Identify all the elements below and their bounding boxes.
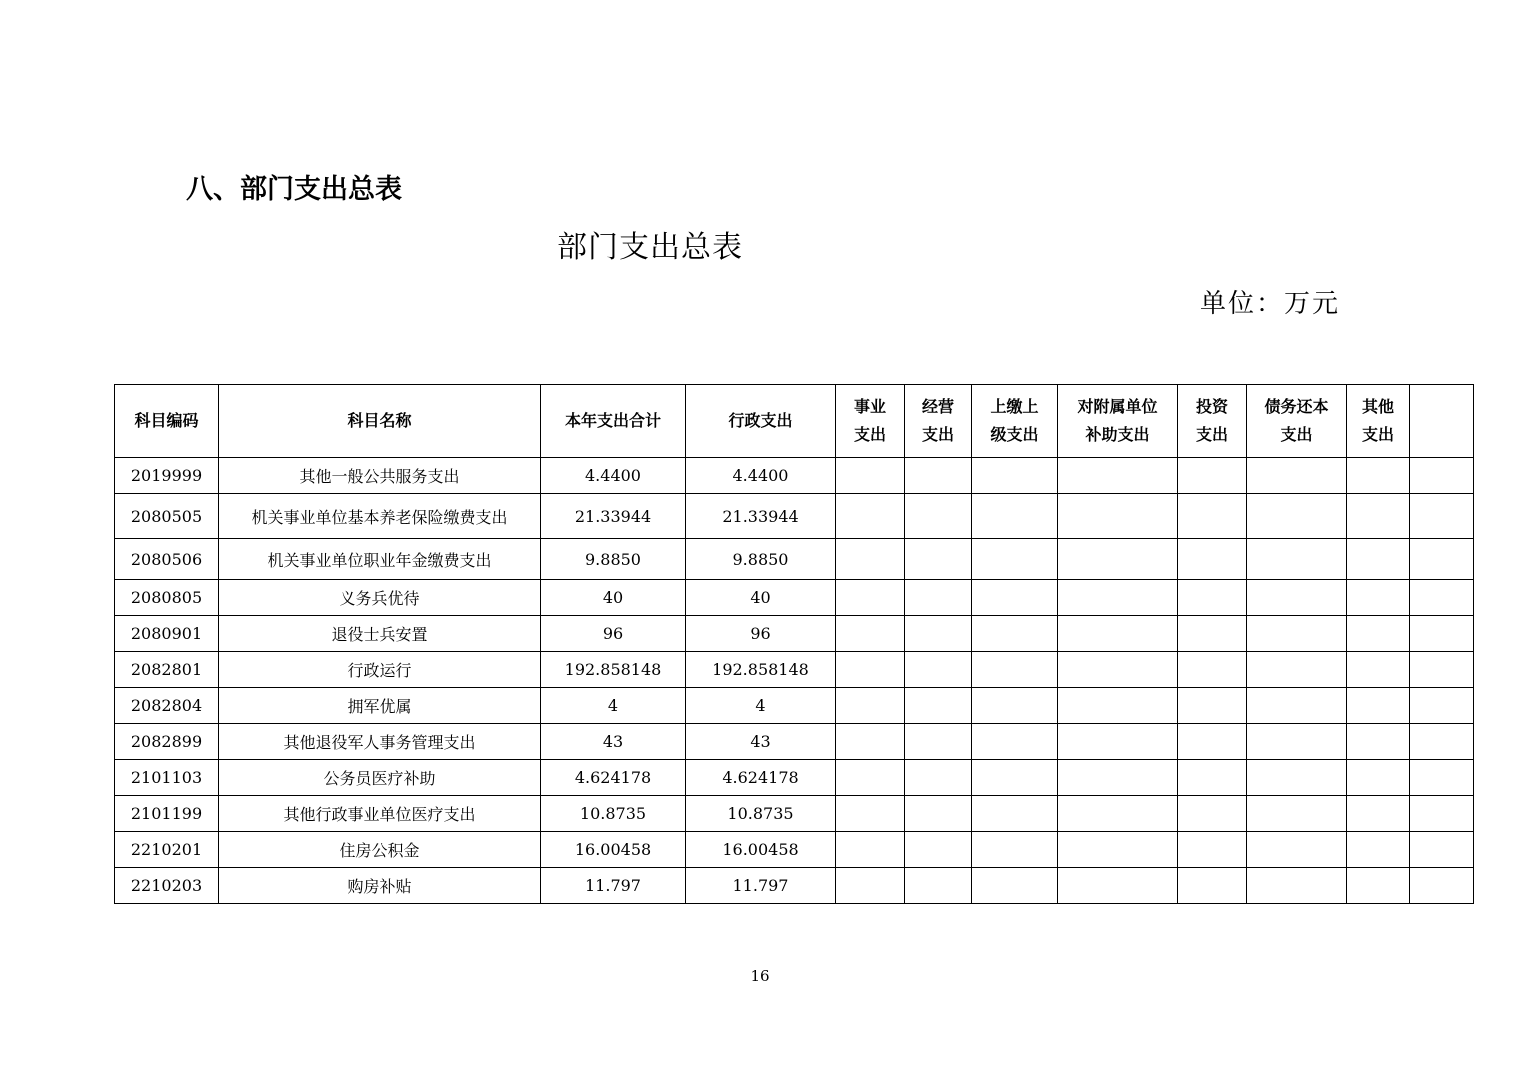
header-text: 支出 <box>1361 425 1394 444</box>
cell-empty <box>1178 868 1247 904</box>
cell-empty <box>1347 580 1410 616</box>
section-heading: 八、部门支出总表 <box>186 174 402 205</box>
header-text: 对附属单位 <box>1077 397 1158 416</box>
header-cell-name: 科目名称 <box>219 385 541 458</box>
cell-empty <box>905 458 972 494</box>
cell-name: 机关事业单位职业年金缴费支出 <box>219 539 541 580</box>
cell-empty <box>836 539 905 580</box>
cell-empty <box>836 832 905 868</box>
cell-total: 10.8735 <box>541 796 686 832</box>
header-text: 补助支出 <box>1085 425 1150 444</box>
cell-empty <box>1347 796 1410 832</box>
cell-total: 96 <box>541 616 686 652</box>
cell-empty <box>1410 724 1474 760</box>
cell-admin: 4.4400 <box>686 458 836 494</box>
header-cell-public-institution <box>836 385 905 458</box>
header-cell-remit-superior <box>972 385 1058 458</box>
cell-empty <box>1247 458 1347 494</box>
cell-admin: 4 <box>686 688 836 724</box>
cell-empty <box>905 796 972 832</box>
cell-code: 2210201 <box>115 832 219 868</box>
cell-empty <box>1178 832 1247 868</box>
cell-name: 购房补贴 <box>219 868 541 904</box>
cell-total: 4.4400 <box>541 458 686 494</box>
cell-empty <box>1347 832 1410 868</box>
cell-empty <box>1058 868 1178 904</box>
table-row <box>115 539 1474 580</box>
header-text: 支出 <box>1195 425 1228 444</box>
cell-empty <box>972 494 1058 539</box>
cell-code: 2080505 <box>115 494 219 539</box>
cell-empty <box>1410 616 1474 652</box>
unit-label: 单位：万元 <box>1200 289 1341 319</box>
cell-empty <box>905 539 972 580</box>
cell-empty <box>1178 494 1247 539</box>
cell-empty <box>905 688 972 724</box>
cell-empty <box>905 494 972 539</box>
cell-empty <box>836 652 905 688</box>
cell-empty <box>1247 616 1347 652</box>
table-row <box>115 868 1474 904</box>
cell-empty <box>1347 458 1410 494</box>
cell-empty <box>905 652 972 688</box>
cell-admin: 9.8850 <box>686 539 836 580</box>
cell-admin: 40 <box>686 580 836 616</box>
cell-admin: 21.33944 <box>686 494 836 539</box>
cell-empty <box>1247 688 1347 724</box>
cell-code: 2082801 <box>115 652 219 688</box>
header-cell-admin: 行政支出 <box>686 385 836 458</box>
cell-admin: 96 <box>686 616 836 652</box>
cell-code: 2101103 <box>115 760 219 796</box>
header-cell-operating <box>905 385 972 458</box>
cell-empty <box>905 832 972 868</box>
cell-code: 2210203 <box>115 868 219 904</box>
cell-total: 11.797 <box>541 868 686 904</box>
header-text: 事业 <box>853 397 886 416</box>
cell-empty <box>836 796 905 832</box>
header-text: 经营 <box>921 397 954 416</box>
header-row <box>115 385 1474 458</box>
cell-empty <box>1410 688 1474 724</box>
cell-empty <box>1178 652 1247 688</box>
cell-code: 2101199 <box>115 796 219 832</box>
cell-empty <box>1347 760 1410 796</box>
cell-empty <box>1178 539 1247 580</box>
cell-empty <box>1058 652 1178 688</box>
cell-empty <box>836 688 905 724</box>
cell-name: 住房公积金 <box>219 832 541 868</box>
table-row <box>115 688 1474 724</box>
cell-empty <box>1347 652 1410 688</box>
cell-empty <box>1058 539 1178 580</box>
cell-code: 2019999 <box>115 458 219 494</box>
table-body <box>115 458 1474 904</box>
cell-empty <box>1247 724 1347 760</box>
cell-empty <box>836 760 905 796</box>
cell-code: 2082899 <box>115 724 219 760</box>
header-cell-other <box>1347 385 1410 458</box>
cell-admin: 10.8735 <box>686 796 836 832</box>
page-number: 16 <box>750 967 770 985</box>
header-text: 支出 <box>853 425 886 444</box>
cell-empty <box>1247 832 1347 868</box>
cell-code: 2080506 <box>115 539 219 580</box>
cell-empty <box>1058 458 1178 494</box>
header-cell-blank <box>1410 385 1474 458</box>
cell-empty <box>836 458 905 494</box>
cell-code: 2080901 <box>115 616 219 652</box>
cell-empty <box>1058 688 1178 724</box>
cell-empty <box>1410 760 1474 796</box>
cell-empty <box>1347 494 1410 539</box>
cell-name: 其他一般公共服务支出 <box>219 458 541 494</box>
table-row <box>115 616 1474 652</box>
cell-empty <box>1247 494 1347 539</box>
cell-empty <box>1058 616 1178 652</box>
cell-empty <box>972 868 1058 904</box>
cell-empty <box>972 724 1058 760</box>
header-text: 投资 <box>1195 397 1228 416</box>
cell-total: 16.00458 <box>541 832 686 868</box>
cell-empty <box>905 580 972 616</box>
cell-empty <box>1058 760 1178 796</box>
cell-total: 9.8850 <box>541 539 686 580</box>
cell-empty <box>1247 539 1347 580</box>
cell-empty <box>972 539 1058 580</box>
table-row <box>115 494 1474 539</box>
cell-empty <box>972 688 1058 724</box>
cell-empty <box>972 760 1058 796</box>
cell-empty <box>1410 494 1474 539</box>
cell-admin: 43 <box>686 724 836 760</box>
header-text: 支出 <box>921 425 954 444</box>
cell-empty <box>1410 652 1474 688</box>
cell-empty <box>1058 724 1178 760</box>
cell-code: 2082804 <box>115 688 219 724</box>
cell-empty <box>972 652 1058 688</box>
cell-empty <box>836 616 905 652</box>
cell-empty <box>1058 494 1178 539</box>
cell-empty <box>972 832 1058 868</box>
cell-empty <box>1058 796 1178 832</box>
cell-empty <box>1347 539 1410 580</box>
cell-empty <box>972 616 1058 652</box>
expense-table <box>114 384 1474 904</box>
cell-admin: 11.797 <box>686 868 836 904</box>
table-row <box>115 580 1474 616</box>
cell-empty <box>1247 796 1347 832</box>
cell-empty <box>1410 796 1474 832</box>
table-row <box>115 724 1474 760</box>
header-text: 其他 <box>1361 397 1394 416</box>
header-cell-debt-principal <box>1247 385 1347 458</box>
cell-total: 192.858148 <box>541 652 686 688</box>
cell-admin: 4.624178 <box>686 760 836 796</box>
table-row <box>115 832 1474 868</box>
cell-empty <box>1410 580 1474 616</box>
table-title: 部门支出总表 <box>557 230 743 265</box>
cell-empty <box>1410 539 1474 580</box>
table-row <box>115 796 1474 832</box>
cell-code: 2080805 <box>115 580 219 616</box>
cell-total: 40 <box>541 580 686 616</box>
table-row <box>115 652 1474 688</box>
cell-empty <box>1178 796 1247 832</box>
cell-empty <box>836 868 905 904</box>
cell-empty <box>1410 868 1474 904</box>
cell-admin: 16.00458 <box>686 832 836 868</box>
cell-name: 公务员医疗补助 <box>219 760 541 796</box>
header-text: 级支出 <box>990 425 1039 444</box>
header-text: 支出 <box>1280 425 1313 444</box>
cell-name: 其他行政事业单位医疗支出 <box>219 796 541 832</box>
cell-empty <box>972 796 1058 832</box>
cell-name: 拥军优属 <box>219 688 541 724</box>
cell-empty <box>836 580 905 616</box>
table-row <box>115 760 1474 796</box>
cell-name: 机关事业单位基本养老保险缴费支出 <box>219 494 541 539</box>
cell-name: 行政运行 <box>219 652 541 688</box>
header-text: 上缴上 <box>990 397 1039 416</box>
cell-empty <box>1247 652 1347 688</box>
cell-total: 21.33944 <box>541 494 686 539</box>
cell-name: 其他退役军人事务管理支出 <box>219 724 541 760</box>
cell-empty <box>972 458 1058 494</box>
cell-total: 43 <box>541 724 686 760</box>
cell-empty <box>1347 616 1410 652</box>
header-cell-subsidiary-grants <box>1058 385 1178 458</box>
cell-empty <box>1410 458 1474 494</box>
header-cell-total: 本年支出合计 <box>541 385 686 458</box>
cell-total: 4 <box>541 688 686 724</box>
table-row <box>115 458 1474 494</box>
cell-empty <box>1247 580 1347 616</box>
cell-empty <box>1058 832 1178 868</box>
cell-empty <box>836 494 905 539</box>
cell-empty <box>905 760 972 796</box>
cell-admin: 192.858148 <box>686 652 836 688</box>
header-text: 债务还本 <box>1264 397 1329 416</box>
cell-name: 义务兵优待 <box>219 580 541 616</box>
cell-empty <box>1347 724 1410 760</box>
cell-empty <box>1410 832 1474 868</box>
cell-empty <box>972 580 1058 616</box>
header-cell-code: 科目编码 <box>115 385 219 458</box>
table-header <box>115 385 1474 458</box>
cell-empty <box>905 724 972 760</box>
cell-empty <box>1058 580 1178 616</box>
cell-empty <box>905 868 972 904</box>
cell-empty <box>1247 760 1347 796</box>
cell-empty <box>1247 868 1347 904</box>
cell-empty <box>1178 616 1247 652</box>
cell-empty <box>1347 688 1410 724</box>
cell-name: 退役士兵安置 <box>219 616 541 652</box>
cell-total: 4.624178 <box>541 760 686 796</box>
cell-empty <box>905 616 972 652</box>
cell-empty <box>1347 868 1410 904</box>
cell-empty <box>1178 458 1247 494</box>
cell-empty <box>1178 760 1247 796</box>
header-cell-investment <box>1178 385 1247 458</box>
cell-empty <box>1178 580 1247 616</box>
cell-empty <box>1178 688 1247 724</box>
cell-empty <box>1178 724 1247 760</box>
cell-empty <box>836 724 905 760</box>
